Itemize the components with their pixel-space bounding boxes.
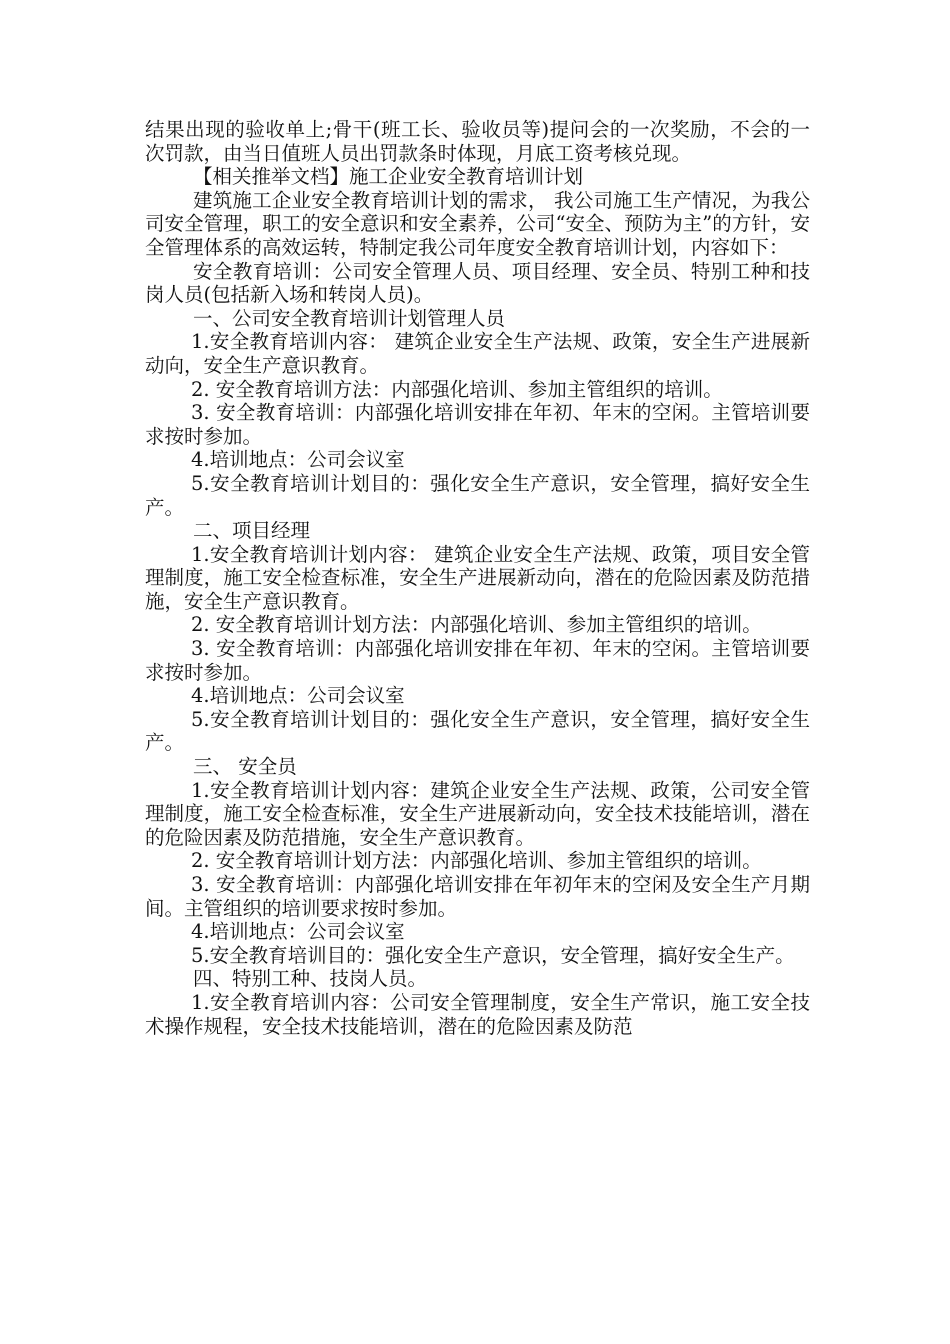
list-item: 2. 安全教育培训计划方法：内部强化培训、参加主管组织的培训。 (191, 849, 762, 873)
list-item: 5.安全教育培训目的：强化安全生产意识，安全管理，搞好安全生产。 (191, 943, 795, 967)
list-item: 3. 安全教育培训：内部强化培训安排在年初、年末的空闲。主管培训要求按时参加。 (145, 637, 810, 684)
list-item: 4.培训地点：公司会议室 (191, 920, 405, 944)
list-item: 5.安全教育培训计划目的：强化安全生产意识，安全管理，搞好安全生产。 (145, 471, 810, 519)
section-heading-1: 一、公司安全教育培训计划管理人员 (193, 306, 506, 330)
scope-paragraph: 安全教育培训：公司安全管理人员、项目经理、安全员、特别工种和技岗人员(包括新入场和转岗人员)。 (145, 259, 810, 307)
related-doc-title: 【相关推举文档】施工企业安全教育培训计划 (193, 165, 584, 189)
section-heading-2: 二、项目经理 (193, 519, 311, 543)
paragraph-continuation: 结果出现的验收单上;骨干(班工长、验收员等)提问会的一次奖励，不会的一次罚款，由当日值班人员出罚款条时体现，月底工资考核兑现。 (145, 118, 810, 165)
list-item: 1.安全教育培训内容： 建筑企业安全生产法规、政策，安全生产进展新动向，安全生产意识教育。 (145, 330, 810, 377)
list-item: 1.安全教育培训内容：公司安全管理制度，安全生产常识，施工安全技术操作规程，安全技术技能培训，潜在的危险因素及防范 (145, 990, 810, 1038)
list-item: 5.安全教育培训计划目的：强化安全生产意识，安全管理，搞好安全生产。 (145, 707, 810, 755)
section-heading-3: 三、 安全员 (193, 755, 297, 779)
list-item: 4.培训地点：公司会议室 (191, 448, 405, 472)
list-item: 3. 安全教育培训：内部强化培训安排在年初年末的空闲及安全生产月期间。主管组织的培训要求按时参加。 (145, 873, 810, 920)
list-item: 2. 安全教育培训方法：内部强化培训、参加主管组织的培训。 (191, 377, 723, 401)
list-item: 2. 安全教育培训计划方法：内部强化培训、参加主管组织的培训。 (191, 613, 762, 637)
section-heading-4: 四、特别工种、技岗人员。 (193, 967, 428, 991)
intro-paragraph: 建筑施工企业安全教育培训计划的需求， 我公司施工生产情况，为我公司安全管理，职工的安全意识和安全素养，公司“安全、预防为主”的方针，安全管理体系的高效运转，特制定我公司年度安全教育培训计划，内容如下： (145, 188, 810, 259)
list-item: 4.培训地点：公司会议室 (191, 684, 405, 708)
document-body (145, 118, 810, 1038)
list-item: 1.安全教育培训计划内容： 建筑企业安全生产法规、政策，项目安全管理制度，施工安全检查标准，安全生产进展新动向，潜在的危险因素及防范措施，安全生产意识教育。 (145, 542, 810, 613)
list-item: 1.安全教育培训计划内容：建筑企业安全生产法规、政策，公司安全管理制度，施工安全检查标准，安全生产进展新动向，安全技术技能培训，潜在的危险因素及防范措施，安全生产意识教育。 (145, 778, 810, 849)
list-item: 3. 安全教育培训：内部强化培训安排在年初、年末的空闲。主管培训要求按时参加。 (145, 401, 810, 448)
